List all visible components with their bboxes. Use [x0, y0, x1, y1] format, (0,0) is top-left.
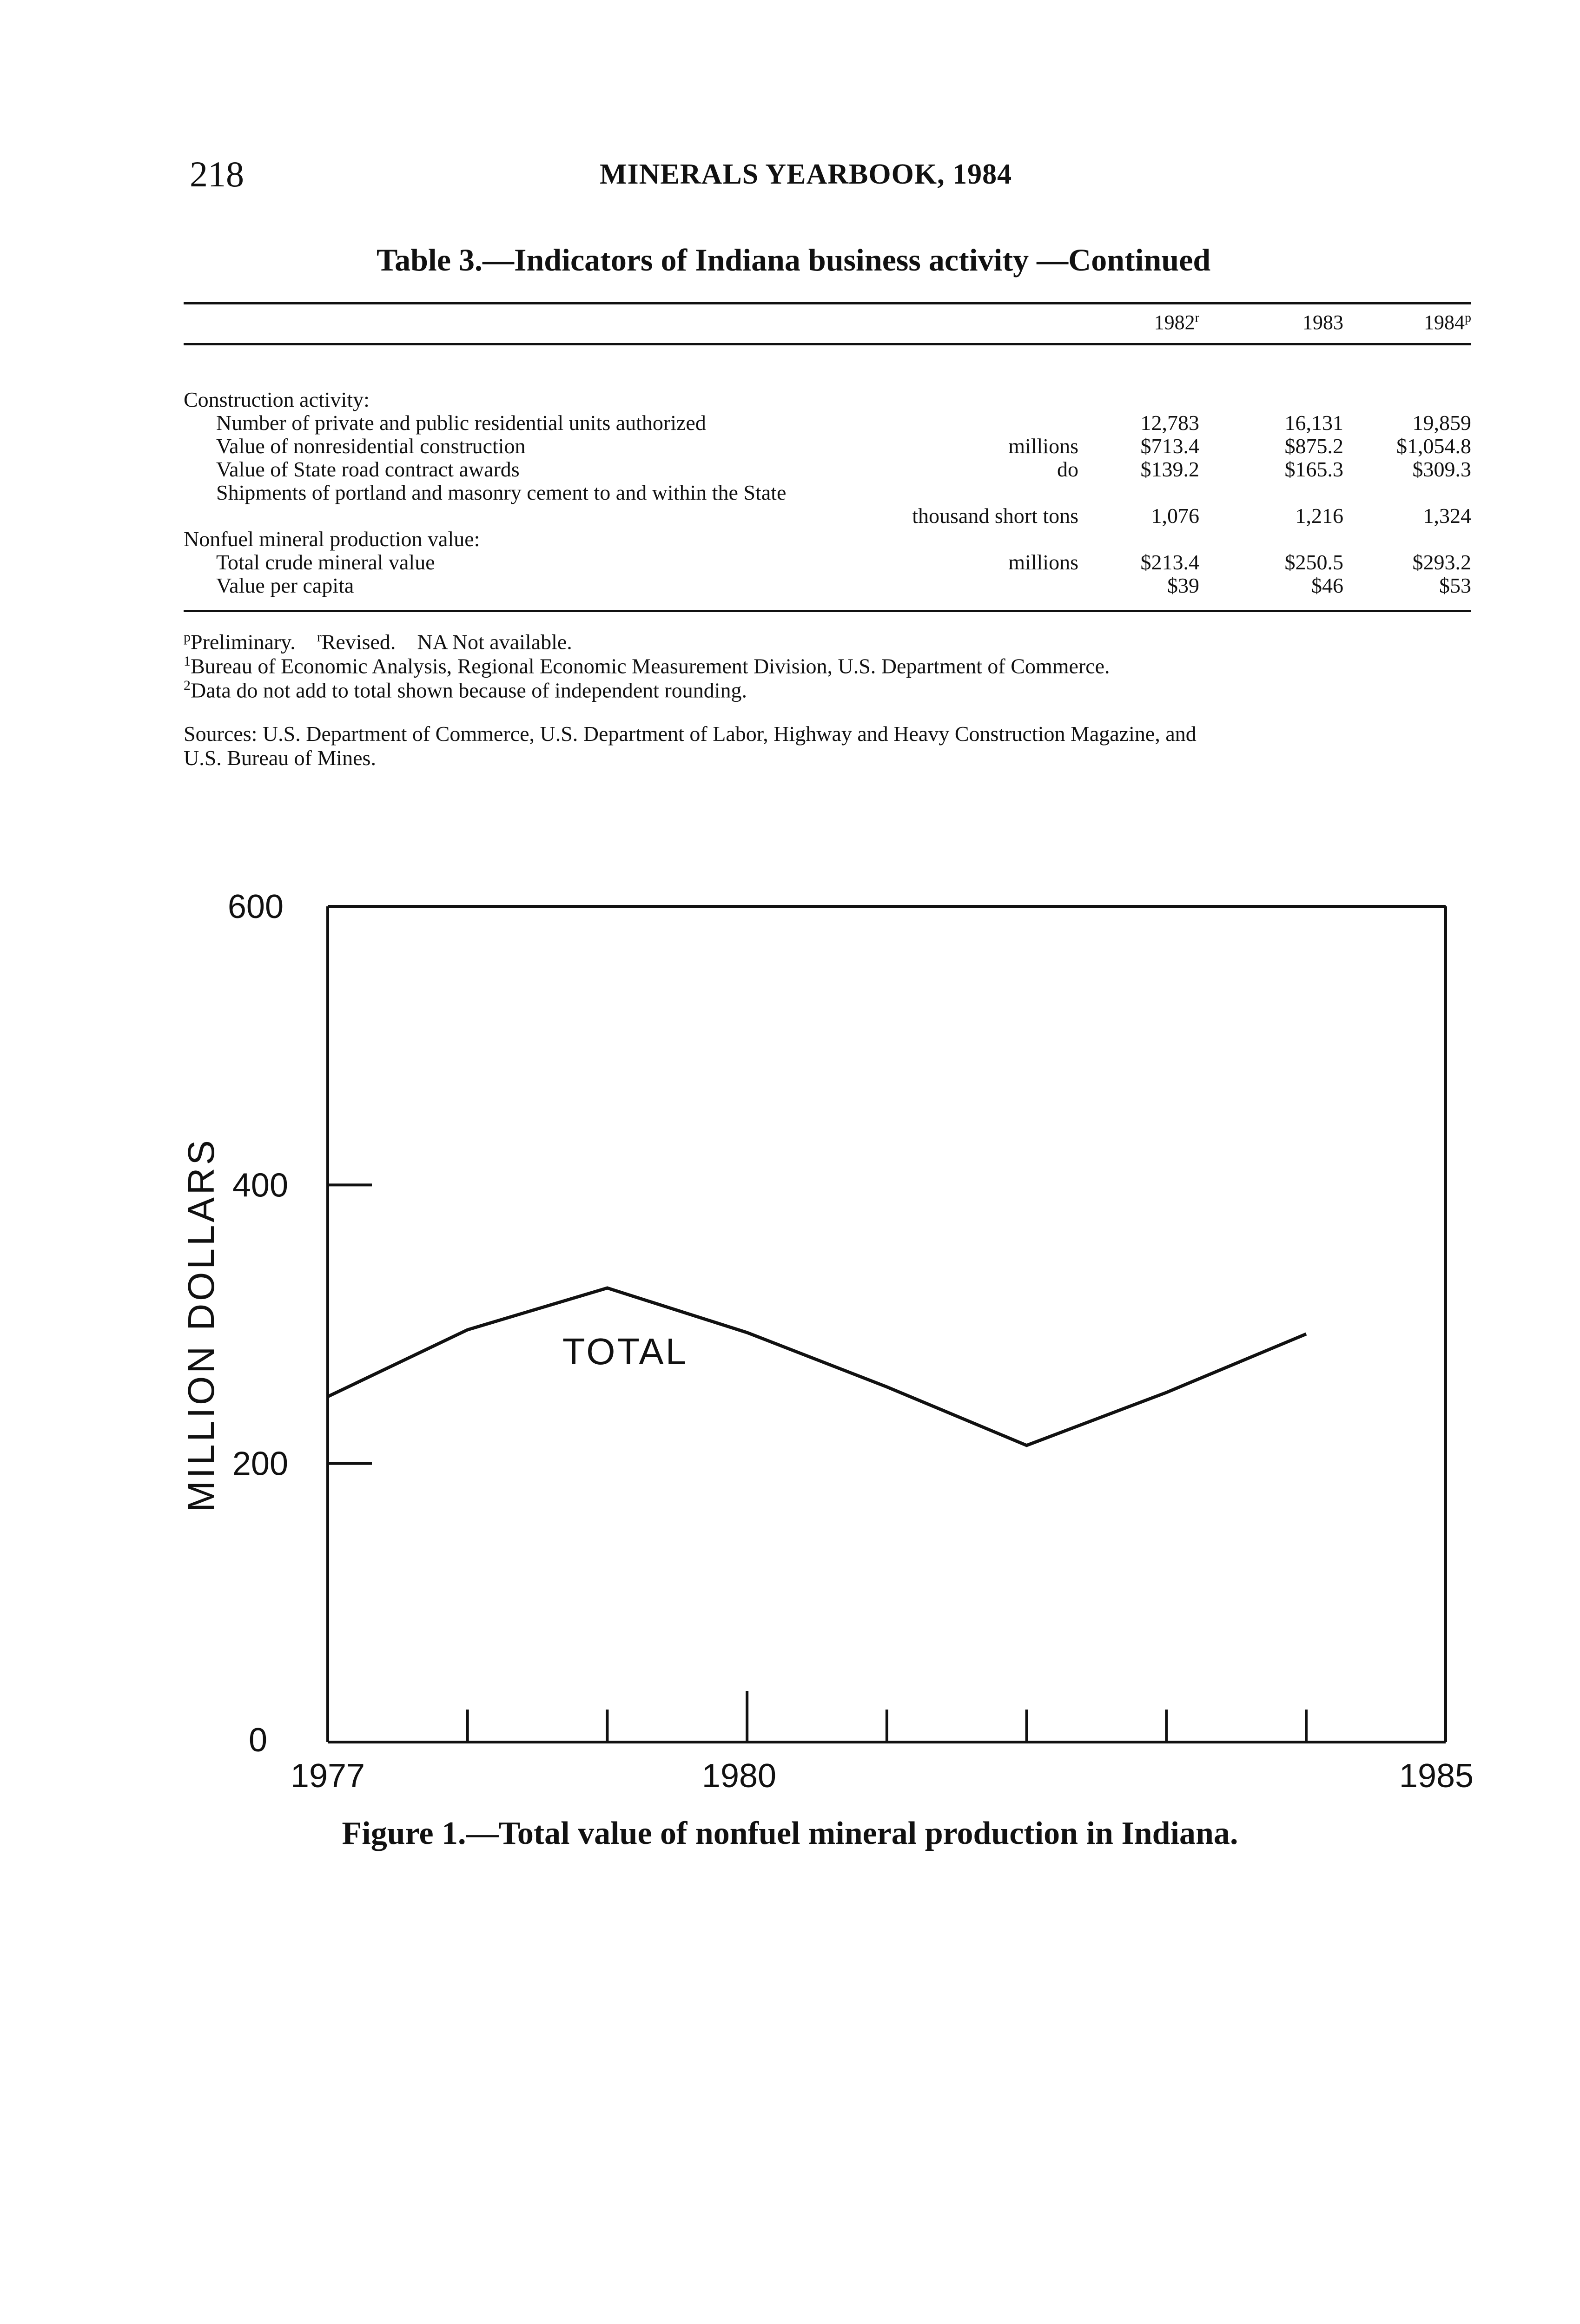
- row-label: Construction activity:: [184, 388, 370, 411]
- table-cell: $165.3: [1284, 457, 1343, 481]
- column-header-1984: 1984$^p$: [1424, 310, 1471, 334]
- legend-p-mark: p: [184, 629, 191, 645]
- row-label: Total crude mineral value: [216, 550, 435, 574]
- footnote-2-mark: 2: [184, 678, 191, 693]
- y-tick-label: 0: [248, 1722, 267, 1759]
- column-header-1982: 1982$^r$: [1154, 310, 1199, 334]
- column-header-1983: 1983: [1302, 311, 1343, 334]
- figure-caption: Figure 1.—Total value of nonfuel mineral production in Indiana.: [342, 1816, 1238, 1851]
- table-cell: 1,324: [1423, 504, 1471, 528]
- x-tick-label: 1980: [701, 1757, 777, 1795]
- page-number: 218: [190, 154, 244, 194]
- y-tick-label: 400: [232, 1167, 288, 1204]
- table-cell: $250.5: [1284, 550, 1343, 574]
- table-cell: $213.4: [1140, 550, 1199, 574]
- chart-frame: [328, 906, 1446, 1742]
- chart-series: [328, 1288, 1306, 1446]
- legend-r-mark: r: [317, 629, 322, 645]
- row-label: Value per capita: [216, 574, 354, 597]
- row-label: Nonfuel mineral production value:: [184, 527, 480, 551]
- footnote-1-text: Bureau of Economic Analysis, Regional Economic Measurement Division, U.S. Department of Commerce.: [191, 654, 1110, 678]
- sources-line-1: Sources: U.S. Department of Commerce, U.S. Department of Labor, Highway and Heavy Construction Magazine, and: [184, 722, 1197, 746]
- row-label: Value of State road contract awards: [216, 457, 520, 481]
- table-cell: $53: [1439, 574, 1471, 597]
- table-cell: $139.2: [1140, 457, 1199, 481]
- table-cell: 16,131: [1284, 411, 1343, 435]
- y-axis-label: MILLION DOLLARS: [180, 1137, 222, 1512]
- table-cell: $309.3: [1412, 457, 1471, 481]
- row-label: Value of nonresidential construction: [216, 434, 526, 458]
- series-line-total: [328, 1288, 1306, 1446]
- row-label: Number of private and public residential units authorized: [216, 411, 706, 435]
- row-label: Shipments of portland and masonry cement to and within the State: [216, 481, 787, 504]
- table-cell: 1,216: [1295, 504, 1343, 528]
- table-cell: 19,859: [1412, 411, 1471, 435]
- footnote-2-text: Data do not add to total shown because of independent rounding.: [191, 678, 747, 702]
- row-unit: millions: [1008, 435, 1078, 458]
- row-unit: do: [1057, 458, 1078, 481]
- table-cell: $293.2: [1412, 550, 1471, 574]
- legend-p-text: Preliminary.: [191, 630, 296, 654]
- row-unit: thousand short tons: [912, 504, 1078, 528]
- x-tick-label: 1977: [290, 1757, 365, 1795]
- legend-na-text: NA Not available.: [417, 630, 572, 654]
- legend-r-text: Revised.: [321, 630, 396, 654]
- y-tick-label: 600: [227, 888, 284, 925]
- table-cell: $46: [1311, 574, 1343, 597]
- table-cell: $713.4: [1140, 434, 1199, 458]
- x-tick-label: 1985: [1399, 1757, 1474, 1795]
- table-cell: $875.2: [1284, 434, 1343, 458]
- y-tick-label: 200: [232, 1445, 288, 1483]
- table-cell: $1,054.8: [1396, 434, 1471, 458]
- table-cell: 1,076: [1151, 504, 1199, 528]
- series-label-total: TOTAL: [562, 1331, 688, 1372]
- table-cell: $39: [1167, 574, 1199, 597]
- footnote-1-mark: 1: [184, 654, 191, 669]
- chart-y-ticks: [228, 888, 372, 1759]
- sources-line-2: U.S. Bureau of Mines.: [184, 746, 376, 770]
- row-unit: millions: [1008, 551, 1078, 574]
- table-title: Table 3.—Indicators of Indiana business activity —Continued: [377, 242, 1211, 277]
- table-cell: 12,783: [1140, 411, 1199, 435]
- running-head: MINERALS YEARBOOK, 1984: [600, 158, 1012, 190]
